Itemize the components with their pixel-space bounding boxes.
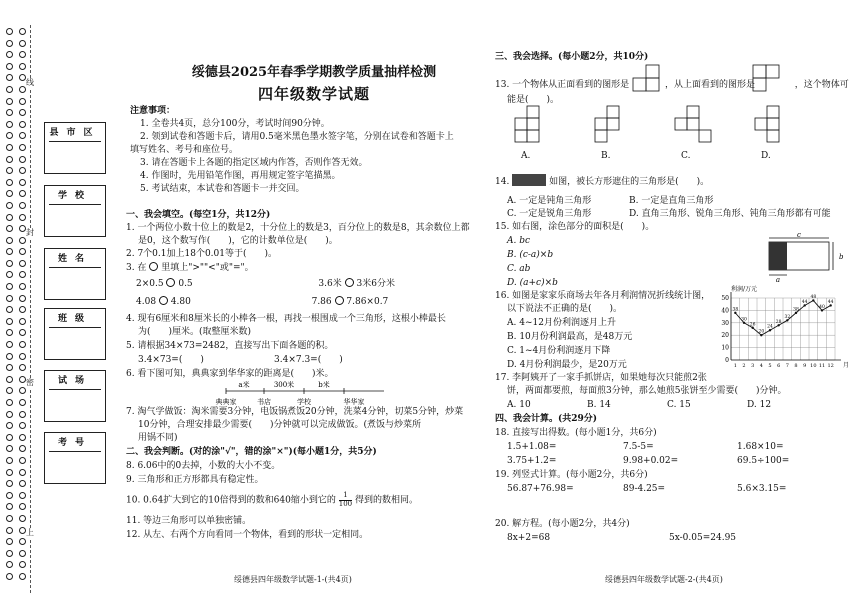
- binding-hole: [6, 98, 13, 105]
- q3: [126, 262, 254, 274]
- q20: 20. 解方程。(每小题2分，共4分): [495, 519, 630, 529]
- field-label: 姓名: [57, 254, 92, 264]
- binding-hole: [19, 109, 26, 116]
- q17-option-c[interactable]: C. 15: [667, 400, 691, 410]
- q7-line3: 用锅不同): [138, 433, 178, 443]
- binding-hole: [6, 260, 13, 267]
- x-tick-label: 4: [759, 363, 763, 369]
- binding-hole: [6, 492, 13, 499]
- notes-heading: 注意事项：: [130, 106, 176, 116]
- x-tick-label: 12: [827, 363, 834, 369]
- x-tick-label: 9: [803, 363, 807, 369]
- binding-hole: [6, 28, 13, 35]
- y-tick-label: 20: [721, 332, 729, 340]
- q18-item: 1.5+1.08=: [507, 442, 557, 452]
- q17-line1: 17. 李阿姨开了一家手抓饼店，如果她每次只能煎2张: [495, 373, 707, 383]
- q16-option-d[interactable]: D. 4月份利润最少，是20万元: [507, 360, 627, 370]
- q6-distance-diagram: [204, 378, 404, 408]
- note-1: 1. 全卷共4页，总分100分，考试时间90分钟。: [140, 119, 330, 129]
- binding-hole: [19, 399, 26, 406]
- binding-hole: [19, 318, 26, 325]
- binding-hole: [6, 561, 13, 568]
- binding-hole: [19, 63, 26, 70]
- q15-option-a[interactable]: A. bc: [507, 236, 531, 246]
- answer-circle[interactable]: [166, 278, 175, 287]
- field-class[interactable]: [44, 308, 106, 360]
- binding-hole: [6, 329, 13, 336]
- binding-hole: [6, 167, 13, 174]
- binding-hole: [6, 225, 13, 232]
- q13-option-b[interactable]: B.: [601, 151, 611, 161]
- note-5: 5. 考试结束，本试卷和答题卡一并交回。: [140, 184, 305, 194]
- binding-hole: [19, 550, 26, 557]
- binding-hole: [6, 445, 13, 452]
- x-axis-label: 月: [843, 362, 850, 369]
- binding-hole: [6, 74, 13, 81]
- q15-option-b[interactable]: B. (c-a)×b: [507, 250, 554, 260]
- binding-hole: [6, 480, 13, 487]
- q14-number: 14.: [495, 177, 510, 187]
- binding-hole: [19, 28, 26, 35]
- q2: 2. 7个0.1加上18个0.01等于( )。: [126, 249, 278, 259]
- y-axis-label: 利润/万元: [731, 286, 758, 293]
- field-label: 考号: [57, 438, 92, 448]
- binding-hole: [6, 364, 13, 371]
- q18-item: 1.68×10=: [737, 442, 784, 452]
- q18-item: 69.5÷100=: [737, 456, 790, 466]
- data-label: 48: [810, 294, 817, 300]
- q3-row1: [136, 278, 395, 290]
- distance-b-label: b米: [318, 381, 330, 389]
- field-school[interactable]: [44, 185, 106, 237]
- q20-item: 5x-0.05=24.95: [669, 533, 737, 543]
- binding-hole: [6, 156, 13, 163]
- expr: 4.80: [170, 297, 191, 307]
- x-tick-label: 8: [794, 363, 798, 369]
- q13-option-c[interactable]: C.: [681, 151, 691, 161]
- label-a: a: [775, 276, 781, 284]
- binding-hole: [6, 573, 13, 580]
- x-tick-label: 2: [742, 363, 746, 369]
- edge-char-shang: 上: [26, 528, 34, 537]
- binding-hole: [6, 144, 13, 151]
- expr: 4.08: [136, 297, 157, 307]
- place-diandian: 典典家: [215, 398, 237, 406]
- binding-hole: [6, 283, 13, 290]
- q13: [495, 79, 849, 91]
- binding-hole: [19, 214, 26, 221]
- q13-text: ，从上面看到的图形是: [664, 80, 755, 90]
- note-2: 2. 领到试卷和答题卡后，请用0.5毫米黑色墨水签字笔，分别在试卷和答题卡上: [140, 132, 454, 142]
- binding-hole: [19, 364, 26, 371]
- q19-item: 56.87+76.98=: [507, 484, 574, 494]
- note-4: 4. 作图时，先用铅笔作图，再用规定签字笔描黑。: [140, 171, 341, 181]
- binding-hole: [6, 318, 13, 325]
- binding-hole: [19, 74, 26, 81]
- q12: 12. 从左、右两个方向看同一个物体，看到的形状一定相同。: [126, 530, 369, 540]
- binding-hole: [6, 51, 13, 58]
- binding-hole: [19, 225, 26, 232]
- binding-hole: [6, 422, 13, 429]
- q1-line1: 1. 一个两位小数十位上的数是2，十分位上的数是3，百分位上的数是8，其余数位上都: [126, 223, 470, 233]
- expr: 7.86×0.7: [346, 297, 389, 307]
- binding-strip: [0, 0, 125, 609]
- binding-hole: [19, 434, 26, 441]
- q13-options-figures: [511, 104, 811, 150]
- q5b: 3.4×7.3=( ): [274, 355, 343, 365]
- binding-hole: [19, 573, 26, 580]
- q7-line1: 7. 淘气学做饭：淘米需要3分钟，电饭锅煮饭20分钟，洗菜4分钟，切菜5分钟，炒菜: [126, 407, 464, 417]
- binding-hole: [19, 445, 26, 452]
- profit-line-chart: [711, 286, 849, 372]
- binding-hole: [19, 353, 26, 360]
- fraction: [339, 492, 352, 508]
- q5a: 3.4×73=( ): [138, 355, 204, 365]
- option-c-figure: [675, 106, 711, 142]
- q13-text: ，这个物体可: [794, 80, 849, 90]
- data-label: 26: [749, 322, 756, 328]
- binding-hole: [6, 40, 13, 47]
- q14-option-b[interactable]: B. 一定是直角三角形: [629, 196, 714, 206]
- q18-item: 7.5-5=: [623, 442, 654, 452]
- x-tick-label: 7: [785, 363, 789, 369]
- binding-hole: [6, 109, 13, 116]
- binding-hole: [6, 271, 13, 278]
- label-b: b: [839, 253, 844, 261]
- q11: 11. 等边三角形可以单独密铺。: [126, 516, 252, 526]
- q10: [126, 492, 418, 508]
- q14-option-c[interactable]: C. 一定是锐角三角形: [507, 209, 592, 219]
- binding-hole: [6, 295, 13, 302]
- binding-hole: [19, 387, 26, 394]
- x-tick-label: 6: [777, 363, 781, 369]
- binding-hole: [19, 515, 26, 522]
- binding-hole: [19, 237, 26, 244]
- binding-hole: [6, 179, 13, 186]
- field-label: 学校: [57, 191, 92, 201]
- place-huahua: 华华家: [343, 398, 365, 406]
- q14-text: 如图，被长方形遮住的三角形是( )。: [549, 177, 710, 187]
- distance-300-label: 300米: [273, 381, 295, 389]
- q4-line2: 为( )厘米。(取整厘米数): [138, 327, 252, 337]
- answer-circle[interactable]: [335, 296, 344, 305]
- binding-hole: [19, 376, 26, 383]
- front-view-icon: [631, 62, 663, 94]
- q18: 18. 直接写出得数。(每小题1分，共6分): [495, 428, 657, 438]
- binding-hole: [19, 271, 26, 278]
- q3-row2: [136, 296, 388, 308]
- binding-hole: [19, 179, 26, 186]
- binding-hole: [6, 202, 13, 209]
- binding-hole: [19, 132, 26, 139]
- q10-text: 得到的数相同。: [354, 495, 418, 506]
- q17-option-d[interactable]: D. 12: [747, 400, 772, 410]
- note-3: 3. 请在答题卡上各题的指定区域内作答，否则作答无效。: [140, 158, 368, 168]
- binding-hole: [19, 51, 26, 58]
- binding-hole: [19, 144, 26, 151]
- q1-line2: 是0，这个数写作( )，它的计数单位是( )。: [138, 236, 338, 246]
- q14-option-d[interactable]: D. 直角三角形、锐角三角形、钝角三角形都有可能: [629, 209, 831, 219]
- q7-line2: 10分钟，合理安排最少需要( )分钟就可以完成做饭。(煮饭与炒菜所: [138, 420, 421, 430]
- x-tick-label: 1: [733, 363, 737, 369]
- data-label: 30: [741, 317, 747, 323]
- binding-hole: [19, 283, 26, 290]
- binding-hole: [19, 202, 26, 209]
- q16-option-b[interactable]: B. 10月份利润最高，是48万元: [507, 332, 633, 342]
- q17-option-b[interactable]: B. 14: [587, 400, 611, 410]
- binding-hole: [6, 387, 13, 394]
- top-view-icon: [751, 62, 783, 94]
- q15-shaded-figure: [763, 232, 843, 282]
- binding-hole: [6, 550, 13, 557]
- binding-hole: [19, 422, 26, 429]
- q16-line2: 以下说法不正确的是( )。: [507, 304, 623, 314]
- section2-heading: 二、我会判断。(对的涂"√"，错的涂"×")(每小题1分，共5分): [126, 447, 377, 457]
- option-a-figure: [515, 106, 539, 142]
- binding-hole: [6, 434, 13, 441]
- binding-hole: [6, 353, 13, 360]
- binding-hole: [19, 527, 26, 534]
- binding-hole: [19, 86, 26, 93]
- note-2b: 填写姓名、考号和座位号。: [130, 145, 239, 155]
- data-label: 40: [819, 304, 825, 310]
- q16-option-c[interactable]: C. 1~4月份利润逐月下降: [507, 346, 611, 356]
- q13-option-d[interactable]: D.: [761, 151, 771, 161]
- section3-heading: 三、我会选择。(每小题2分，共10分): [495, 52, 649, 62]
- x-tick-label: 3: [751, 363, 755, 369]
- binding-hole: [6, 306, 13, 313]
- binding-hole: [6, 411, 13, 418]
- q19-item: 5.6×3.15=: [737, 484, 787, 494]
- binding-hole: [6, 538, 13, 545]
- q17-line2: 饼，两面都要煎，每面煎3分钟，那么她煎5张饼至少需要( )分钟。: [507, 386, 787, 396]
- binding-hole: [6, 86, 13, 93]
- q3-text: 里填上">""<"或"="。: [161, 263, 254, 273]
- y-tick-label: 30: [721, 319, 729, 327]
- q18-item: 9.98+0.02=: [623, 456, 679, 466]
- binding-hole: [19, 492, 26, 499]
- y-tick-label: 50: [721, 295, 729, 302]
- edge-char-mi: 密: [26, 378, 34, 387]
- binding-hole: [6, 121, 13, 128]
- y-tick-label: 40: [721, 307, 729, 315]
- binding-hole: [19, 457, 26, 464]
- binding-hole: [6, 503, 13, 510]
- fraction-numerator: 1: [339, 492, 352, 501]
- answer-circle[interactable]: [345, 278, 354, 287]
- binding-hole: [6, 457, 13, 464]
- q16-line1: 16. 如图是家家乐商场去年各月利润情况折线统计图，: [495, 291, 711, 301]
- x-tick-label: 10: [810, 363, 817, 369]
- q14-option-a[interactable]: A. 一定是钝角三角形: [507, 196, 592, 206]
- binding-hole: [19, 40, 26, 47]
- binding-hole: [6, 237, 13, 244]
- covered-triangle-image: [512, 174, 546, 186]
- page-title: 绥德县2025年春季学期教学质量抽样检测: [191, 65, 437, 80]
- binding-hole: [19, 469, 26, 476]
- page-subtitle: 四年级数学试题: [257, 85, 370, 103]
- y-tick-label: 0: [725, 357, 729, 364]
- binding-hole: [19, 538, 26, 545]
- binding-hole: [6, 376, 13, 383]
- q15: 15. 如右图，涂色部分的面积是( )。: [495, 222, 655, 232]
- y-tick-label: 10: [721, 344, 729, 352]
- footer-right: 绥德县四年级数学试题-2-(共4页): [605, 575, 723, 584]
- binding-hole: [19, 480, 26, 487]
- binding-hole: [6, 214, 13, 221]
- field-name[interactable]: [44, 248, 106, 300]
- label-c: c: [797, 231, 801, 239]
- data-label: 38: [793, 307, 799, 313]
- binding-hole: [19, 329, 26, 336]
- data-label: 24: [767, 324, 773, 330]
- distance-a-label: a米: [238, 381, 250, 389]
- place-bookstore: 书店: [257, 398, 271, 406]
- q14: [495, 174, 709, 188]
- expr: 0.5: [178, 279, 193, 289]
- dot-column-outer: [4, 28, 14, 585]
- field-label: 试场: [57, 376, 92, 386]
- edge-char-feng: 封: [26, 228, 34, 237]
- option-d-figure: [755, 106, 779, 142]
- data-label: 38: [732, 307, 739, 313]
- expr: 7.86: [311, 297, 332, 307]
- q4-line1: 4. 现有6厘米和8厘米长的小棒各一根，再找一根围成一个三角形，这根小棒最长: [126, 314, 446, 324]
- binding-hole: [19, 503, 26, 510]
- data-label: 44: [827, 299, 834, 305]
- binding-hole: [19, 167, 26, 174]
- q20-item: 8x+2=68: [507, 533, 551, 543]
- binding-hole: [6, 515, 13, 522]
- q3-text: 3. 在: [126, 263, 147, 273]
- field-label: 县市区: [49, 128, 101, 138]
- q15-option-c[interactable]: C. ab: [507, 264, 531, 274]
- q19: 19. 列竖式计算。(每小题2分，共6分): [495, 470, 648, 480]
- field-county[interactable]: [44, 122, 106, 174]
- q15-option-d[interactable]: D. (a+c)×b: [507, 278, 558, 288]
- data-label: 44: [801, 299, 808, 305]
- q13-text: 13. 一个物体从正面看到的图形是: [495, 80, 630, 90]
- binding-hole: [19, 295, 26, 302]
- binding-hole: [19, 260, 26, 267]
- footer-left: 绥德县四年级数学试题-1-(共4页): [234, 575, 352, 584]
- q18-item: 3.75+1.2=: [507, 456, 557, 466]
- field-room[interactable]: [44, 370, 106, 422]
- q17-option-a[interactable]: A. 10: [507, 400, 531, 410]
- expr: 3.6米: [318, 279, 342, 289]
- binding-hole: [19, 190, 26, 197]
- binding-hole: [6, 190, 13, 197]
- binding-hole: [6, 132, 13, 139]
- binding-hole: [19, 341, 26, 348]
- q10-text: 10. 0.64扩大到它的10倍得到的数和640缩小到它的: [126, 495, 336, 506]
- q16-option-a[interactable]: A. 4~12月份利润逐月上升: [507, 318, 616, 328]
- option-b-figure: [595, 106, 619, 142]
- answer-circle[interactable]: [159, 296, 168, 305]
- field-exam-no[interactable]: [44, 432, 106, 484]
- binding-hole: [19, 248, 26, 255]
- cut-line: [30, 25, 31, 593]
- binding-hole: [6, 399, 13, 406]
- q19-item: 89-4.25=: [623, 484, 666, 494]
- x-tick-label: 11: [818, 363, 826, 369]
- edge-char-xian: 线: [26, 78, 34, 87]
- section4-heading: 四、我会计算。(共29分): [495, 414, 598, 424]
- q6: 6. 看下图可知，典典家到华华家的距离是( )米。: [126, 369, 334, 379]
- q13-line2: 能是( )。: [507, 95, 560, 105]
- fraction-denominator: 100: [338, 499, 353, 508]
- place-school: 学校: [297, 398, 311, 406]
- q8: 8. 6.06中的0去掉，小数的大小不变。: [126, 461, 281, 471]
- x-tick-label: 5: [768, 363, 772, 369]
- expr: 3米6分米: [356, 279, 395, 289]
- binding-hole: [6, 248, 13, 255]
- dot-column-inner: [17, 28, 27, 585]
- binding-hole: [6, 341, 13, 348]
- binding-hole: [19, 411, 26, 418]
- binding-hole: [6, 527, 13, 534]
- data-label: 32: [784, 314, 791, 320]
- binding-hole: [19, 98, 26, 105]
- binding-hole: [6, 63, 13, 70]
- binding-hole: [19, 561, 26, 568]
- binding-hole: [19, 306, 26, 313]
- field-label: 班级: [57, 314, 92, 324]
- q5: 5. 请根据34×73=2482，直接写出下面各题的积。: [126, 341, 334, 351]
- binding-hole: [19, 156, 26, 163]
- expr: 2×0.5: [136, 279, 164, 289]
- binding-hole: [19, 121, 26, 128]
- data-label: 28: [775, 319, 782, 325]
- binding-hole: [6, 469, 13, 476]
- q9: 9. 三角形和正方形都具有稳定性。: [126, 475, 264, 485]
- q13-option-a[interactable]: A.: [521, 151, 531, 161]
- data-label: 20: [758, 329, 765, 335]
- compare-circle: [149, 262, 158, 271]
- section1-heading: 一、我会填空。(每空1分，共12分): [126, 210, 271, 220]
